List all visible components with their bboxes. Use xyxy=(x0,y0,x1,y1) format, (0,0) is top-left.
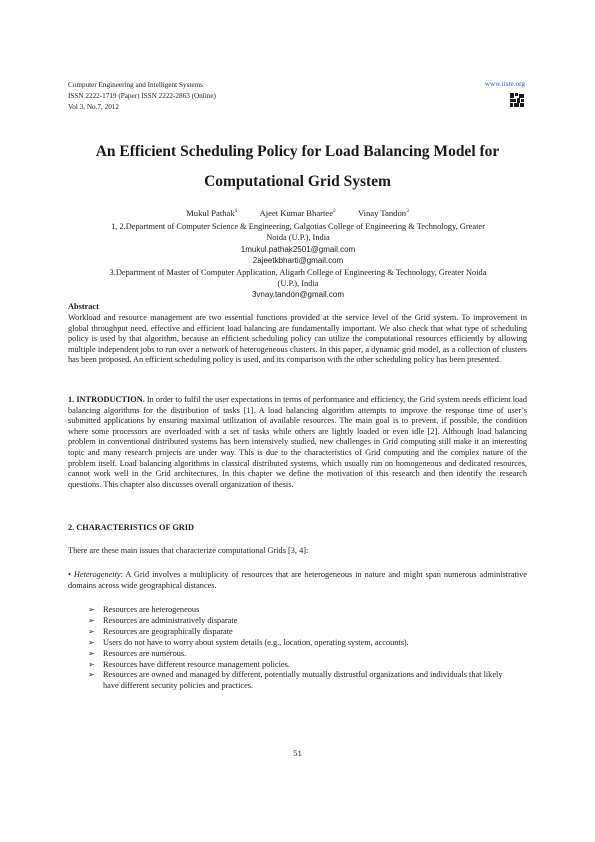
volume-line: Vol 3, No.7, 2012 xyxy=(68,103,119,111)
abstract-text: Workload and resource management are two essential functions provided at the service level of the Grid system. To improvement in global throughput need, effective and efficient load balancing are fundamentally important. We also check that what type of scheduling policy is used by that algorithm, because an efficient scheduling policy can utilize the computational resources efficiently by allowing multiple independent jobs to run over a network of heterogeneous clusters. In this paper, a dynamic grid model, as a collection of clusters has been proposed. An efficient scheduling policy is used, and its comparison with the other scheduling policy has been presented. xyxy=(68,313,527,365)
introduction-text: In order to fulfil the user expectations in terms of performance and efficiency, the Grid system needs efficient load balancing algorithms for the distribution of tasks [1]. A load balancing algorithm attempts to improve the response time of user’s submitted applications by ensuring maximal utilization of available resources. The main goal is to prevent, if possible, the condition where some processors are overloaded with a set of tasks while others are lightly loaded or even idle [2]. Although load balancing problem in conventional distributed systems has been intensively studied, new challenges in Grid computing still make it an interesting topic and many research projects are under way. This is due to the characteristics of Grid computing and the complex nature of the problem itself. Load balancing algorithms in classical distributed systems, which usually run on homogeneous and dedicated resources, cannot work well in the Grid architectures. In this chapter we define the motivation of this research and then identify the research questions. This chapter also discusses overall organization of thesis. xyxy=(68,395,527,489)
author-list xyxy=(0,208,595,218)
list-item-text: Resources have different resource management policies. xyxy=(103,659,290,669)
list-item-text: Resources are geographically disparate xyxy=(103,626,233,636)
introduction-paragraph xyxy=(68,395,527,490)
resource-characteristics-list xyxy=(88,605,508,692)
email-1[interactable]: 1mukul.pathak2501@gmail.com xyxy=(240,244,356,254)
author-2-sup: 2 xyxy=(333,208,336,215)
arrow-bullet-icon: ➢ xyxy=(88,670,95,680)
arrow-bullet-icon: ➢ xyxy=(88,605,95,614)
list-item xyxy=(88,649,508,660)
list-item xyxy=(88,638,508,649)
arrow-bullet-icon: ➢ xyxy=(88,626,95,636)
list-item xyxy=(88,670,508,692)
heterogeneity-paragraph xyxy=(68,570,527,591)
list-item xyxy=(88,660,508,671)
email-3[interactable]: 3vnay.tandon@gmail.com xyxy=(251,290,345,300)
affiliation-1-line-1: 1, 2.Department of Computer Science & Engineering, Galgotias College of Engineering & Technology, Greater xyxy=(111,222,485,231)
affiliation-1-line-2: Noida (U.P.), India xyxy=(266,233,330,243)
author-2-name: Ajeet Kumar Bhartee xyxy=(259,208,334,218)
list-item-text: Resources are heterogeneous xyxy=(103,605,200,614)
section-2-heading: 2. CHARACTERISTICS OF GRID xyxy=(68,523,195,532)
author-3 xyxy=(358,208,409,218)
journal-url-link[interactable]: www.iiste.org xyxy=(484,80,525,88)
page-number: 51 xyxy=(293,748,302,758)
journal-name: Computer Engineering and Intelligent Systems xyxy=(68,81,203,89)
list-item xyxy=(88,627,508,638)
bullet-dot: • xyxy=(68,570,71,579)
list-item-text: Users do not have to worry about system details (e.g., location, operating system, accounts). xyxy=(103,637,409,647)
list-item xyxy=(88,616,508,627)
affiliation-2-line-1: 3.Department of Master of Computer Application, Aligarh College of Engineering & Technology, Greater Noida xyxy=(109,267,487,277)
author-1-name: Mukul Pathak xyxy=(186,208,235,218)
affiliation-2-line-2: (U.P.), India xyxy=(277,279,319,289)
introduction-heading: 1. INTRODUCTION. xyxy=(68,395,145,404)
paper-title-line-2: Computational Grid System xyxy=(204,173,391,190)
author-1-sup: 1 xyxy=(234,208,238,215)
affiliation-1 xyxy=(68,221,528,301)
arrow-bullet-icon: ➢ xyxy=(88,648,95,658)
author-2 xyxy=(260,208,336,218)
list-item-text: Resources are owned and managed by different, potentially mutually distrustful organizations and individuals that likely have different security policies and practices. xyxy=(103,670,503,691)
email-2[interactable]: 2ajeetkbharti@gmail.com xyxy=(252,256,344,266)
heterogeneity-text: : A Grid involves a multiplicity of resources that are heterogeneous in nature and might span numerous administrative domains across wide geographical distances. xyxy=(68,570,527,590)
author-1 xyxy=(186,208,237,218)
arrow-bullet-icon: ➢ xyxy=(88,637,95,647)
section-2-intro: There are these main issues that characterize computational Grids [3, 4]: xyxy=(68,546,309,555)
list-item-text: Resources are administratively disparate xyxy=(103,615,238,625)
iiste-logo-icon xyxy=(510,93,524,107)
list-item xyxy=(88,605,508,616)
author-3-sup: 3 xyxy=(406,208,409,215)
arrow-bullet-icon: ➢ xyxy=(88,659,95,669)
author-3-name: Vinay Tandon xyxy=(357,208,407,218)
arrow-bullet-icon: ➢ xyxy=(88,615,95,625)
paper-title-line-1: An Efficient Scheduling Policy for Load Balancing Model for xyxy=(95,143,500,160)
issn-line: ISSN 2222-1719 (Paper) ISSN 2222-2863 (Online) xyxy=(68,92,216,100)
list-item-text: Resources are numerous. xyxy=(103,648,187,658)
heterogeneity-term: Heterogeneity xyxy=(73,570,121,579)
abstract-heading: Abstract xyxy=(68,302,99,311)
